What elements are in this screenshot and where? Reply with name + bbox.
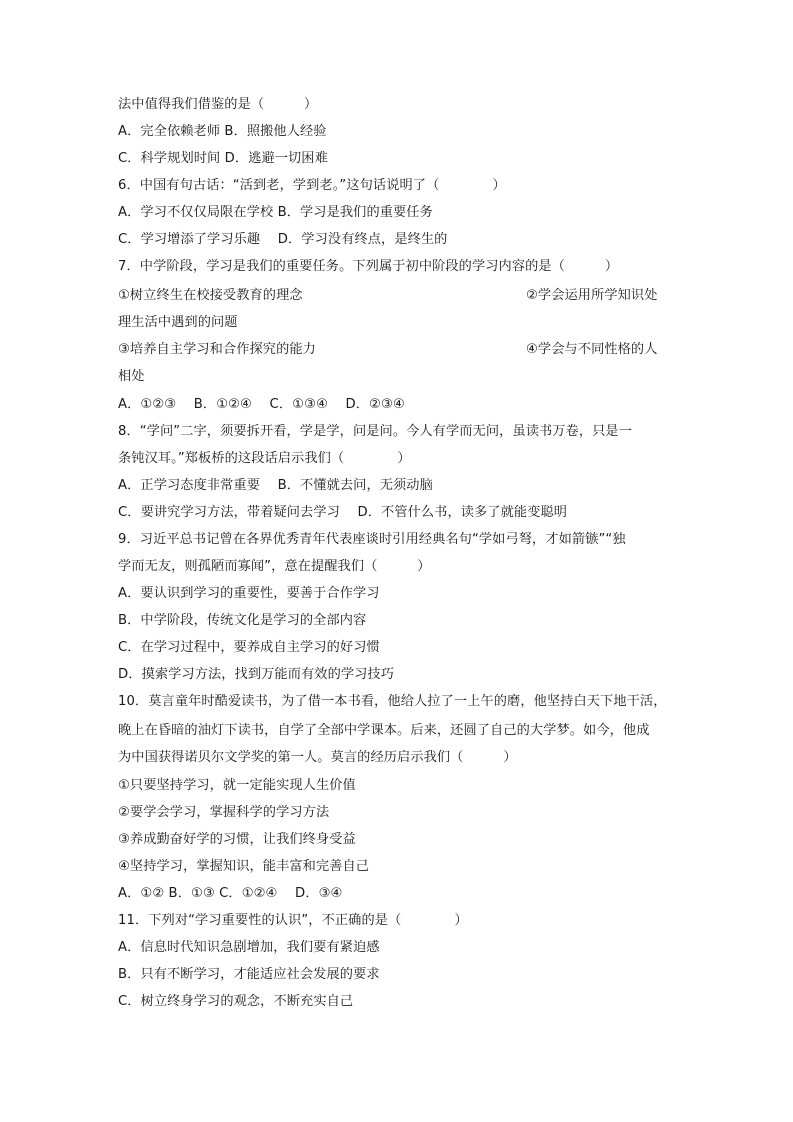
q9-stem-line2: 学而无友，则孤陋而寡闻”，意在提醒我们（ ） (118, 559, 431, 574)
q10-item-3: ③养成勤奋好学的习惯，让我们终身受益 (118, 832, 356, 847)
q10-options: A．①② B．①③ C．①②④ D．③④ (118, 886, 343, 901)
q10-stem-line1: 10．莫言童年时酷爱读书，为了借一本书看，他给人拉了一上午的磨，他坚持白天下地干活， (118, 694, 667, 709)
q9-stem-line1: 9．习近平总书记曾在各界优秀青年代表座谈时引用经典名句“学如弓弩，才如箭镞”“独 (118, 532, 626, 547)
q7-item-4-continuation: 相处 (118, 369, 145, 384)
q7-item-1: ①树立终生在校接受教育的理念 (118, 288, 303, 303)
q8-options-ab: A．正学习态度非常重要 B．不懂就去问，无须动脑 (118, 478, 433, 493)
q8-stem-line2: 条钝汉耳。”郑板桥的这段话启示我们（ ） (118, 451, 411, 466)
q6-stem: 6．中国有句古话：“活到老，学到老。”这句话说明了（ ） (118, 178, 506, 193)
q5-options-ab: A．完全依赖老师 B．照搬他人经验 (118, 124, 327, 139)
q7-stem: 7．中学阶段，学习是我们的重要任务。下列属于初中阶段的学习内容的是（ ） (118, 259, 619, 274)
q9-option-a: A．要认识到学习的重要性，要善于合作学习 (118, 586, 380, 601)
q9-option-c: C．在学习过程中，要养成自主学习的好习惯 (118, 640, 380, 655)
q7-item-3: ③培养自主学习和合作探究的能力 (118, 342, 316, 357)
q10-item-4: ④坚持学习，掌握知识，能丰富和完善自己 (118, 859, 370, 874)
q11-option-b: B．只有不断学习，才能适应社会发展的要求 (118, 967, 380, 982)
q7-item-2-continuation: 理生活中遇到的问题 (118, 315, 238, 330)
q11-option-a: A．信息时代知识急剧增加，我们要有紧迫感 (118, 940, 380, 955)
q10-item-2: ②要学会学习，掌握科学的学习方法 (118, 805, 330, 820)
q6-options-ab: A．学习不仅仅局限在学校 B．学习是我们的重要任务 (118, 205, 433, 220)
q11-option-c: C．树立终身学习的观念，不断充实自己 (118, 994, 354, 1009)
q8-stem-line1: 8．“学问”二字，须要拆开看，学是学，问是问。今人有学而无问，虽读书万卷，只是一 (118, 424, 632, 439)
q6-options-cd: C．学习增添了学习乐趣 D．学习没有终点，是终生的 (118, 232, 448, 247)
q8-options-cd: C．要讲究学习方法，带着疑问去学习 D．不管什么书，读多了就能变聪明 (118, 505, 568, 520)
q7-item-4: ④学会与不同性格的人 (526, 342, 658, 357)
q9-option-b: B．中学阶段，传统文化是学习的全部内容 (118, 613, 367, 628)
q10-item-1: ①只要坚持学习，就一定能实现人生价值 (118, 778, 356, 793)
q11-stem: 11．下列对“学习重要性的认识”，不正确的是（ ） (118, 913, 468, 928)
q7-item-2: ②学会运用所学知识处 (526, 288, 658, 303)
q5-stem-continuation: 法中值得我们借鉴的是（ ） (118, 97, 318, 112)
q5-options-cd: C．科学规划时间 D．逃避一切困难 (118, 151, 328, 166)
q10-stem-line2: 晚上在昏暗的油灯下读书，自学了全部中学课本。后来，还圆了自己的大学梦。如今，他成 (118, 723, 650, 738)
q9-option-d: D．摸索学习方法，找到万能而有效的学习技巧 (118, 667, 395, 682)
q7-options: A．①②③ B．①②④ C．①③④ D．②③④ (118, 397, 405, 412)
q10-stem-line3: 为中国获得诺贝尔文学奖的第一人。莫言的经历启示我们（ ） (118, 750, 517, 765)
